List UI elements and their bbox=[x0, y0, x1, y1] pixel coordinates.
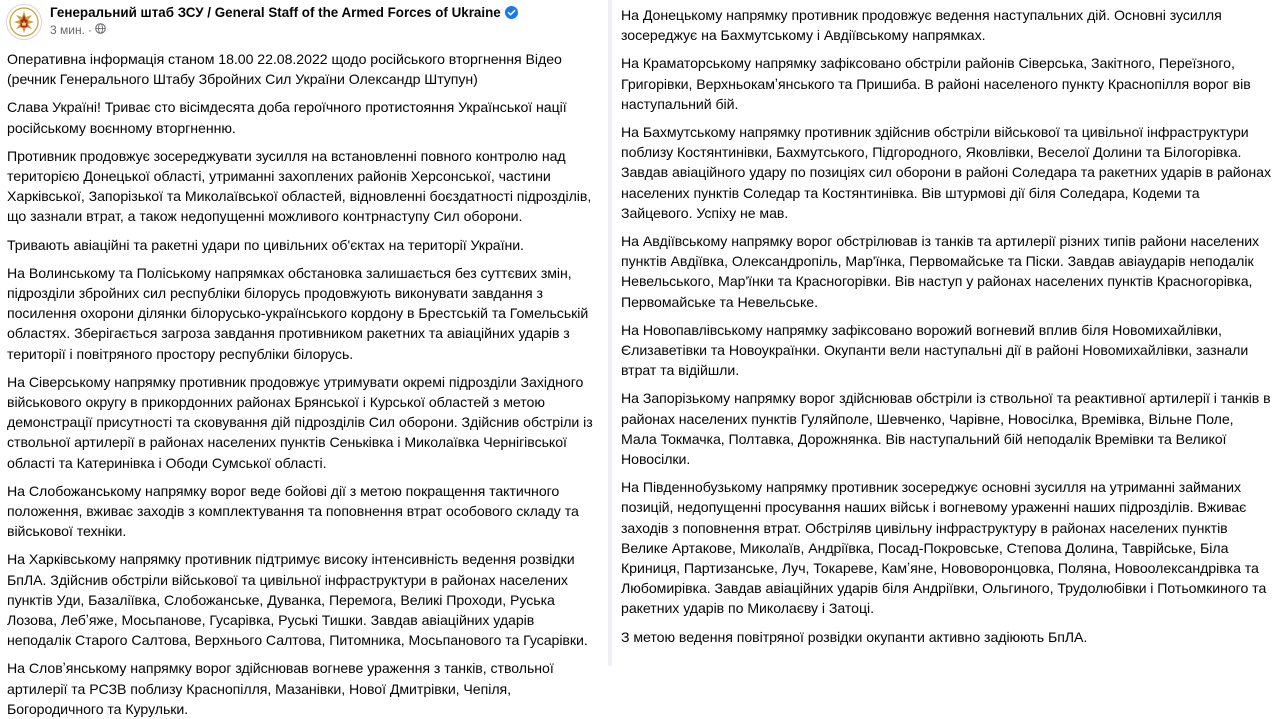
post-paragraph: На Південнобузькому напрямку противник зосереджує основні зусилля на утриманні займаних позицій, недопущенні просування наших військ і вогневому ураженні наших підрозділів. Вживає заходів з поповнення втрат. Обстріляв цивільну інфраструктуру в районах населених пунктів Велике Артакове, Миколаїв, Андріївка, Посад-Покровське, Степова Долина, Таврійське, Біла Криниця, Партизанське, Луч, Токареве, Камʼяне, Нововоронцовка, Поляна, Новоолександрівка та Любомирівка. Завдав авіаційних ударів біля Андріївки, Ольгиного, Трудолюбівки і Потьомкиного та ракетних ударів по Миколаєву і Затоці. bbox=[621, 479, 1267, 617]
post-body-left bbox=[0, 44, 608, 719]
post-timestamp-link[interactable]: 3 мин. bbox=[50, 23, 85, 37]
post-paragraph: На Бахмутському напрямку противник здійснив обстріли військової та цивільної інфраструктури поблизу Костянтинівки, Бахмутського, Підгородного, Яковлівки, Веселої Долини та Білогорівка. Завдав авіаційного удару по позиціях сил оборони в районі Соледара та ракетних ударів в районах населених пунктів Соледар та Костянтинівка. Вів штурмові дії біля Соледара, Кодеми та Зайцевого. Успіху не мав. bbox=[621, 124, 1272, 221]
post-header-text bbox=[50, 4, 518, 37]
post-body-right bbox=[612, 0, 1280, 647]
post-paragraph: Противник продовжує зосереджувати зусилля на встановленні повного контролю над територією Донецької області, утриманні захоплених районів Херсонської, частини Харківської, Запорізької та Миколаївської областей, відновленні боєздатності підрозділів, що зазнали втрат, а також недопущенні можливого контрнаступу Сил оборони. bbox=[7, 147, 592, 225]
verified-badge-icon bbox=[505, 6, 518, 19]
post-paragraph: На Краматорському напрямку зафіксовано обстріли районів Сіверська, Закітного, Переїзного, Григорівки, Верхньокамʼянського та Пришиба. В районі населеного пункту Краснопілля ворог вів наступальний бій. bbox=[621, 55, 1251, 112]
post-paragraph: На Словʼянському напрямку ворог здійснював вогневе ураження з танків, ствольної артилерії та РСЗВ поблизу Краснопілля, Мазанівки, Нової Дмитрівки, Чепіля, Богородичного та Курульки. bbox=[7, 660, 554, 717]
globe-icon bbox=[95, 23, 106, 37]
post-paragraph: На Харківському напрямку противник підтримує високу інтенсивність ведення розвідки БпЛА. Здійснив обстріли військової та цивільної інфраструктури в районах населених пунктів Уди, Базаліївка, Слобожанське, Дуванка, Перемога, Великі Проходи, Руська Лозова, Лебʼяже, Мосьпанове, Гусарівка, Руські Тишки. Завдав авіаційних ударів неподалік Старого Салтова, Верхнього Салтова, Питомника, Мосьпанового та Гусарівки. bbox=[7, 551, 588, 649]
author-row bbox=[50, 5, 518, 20]
general-staff-emblem-icon bbox=[9, 7, 39, 37]
post-right-column bbox=[612, 0, 1280, 666]
post-paragraph: На Волинському та Поліському напрямках обстановка залишається без суттєвих змін, підрозділи збройних сил республіки білорусь продовжують виконувати завдання з посилення охорони ділянки білорусько-українського кордону в Брестській та Гомельській областях. Зберігається загроза завдання противником ракетних та авіаційних ударів з території і повітряного простору республіки білорусь. bbox=[7, 264, 589, 362]
post-paragraph: На Запорізькому напрямку ворог здійснював обстріли із ствольної та реактивної артилерії і танків в районах населених пунктів Гуляйполе, Шевченко, Чарівне, Новосілка, Времівка, Вільне Поле, Мала Токмачка, Полтавка, Дорожнянка. Вів наступальний бій неподалік Времівки та Великої Новосілки. bbox=[621, 390, 1271, 468]
page-name-link[interactable]: Генеральний штаб ЗСУ / General Staff of the Armed Forces of Ukraine bbox=[50, 5, 501, 20]
post-paragraph: Оперативна інформація станом 18.00 22.08.2022 щодо російського вторгнення Відео (речник Генерального Штабу Збройних Сил України Олександр Штупун) bbox=[7, 51, 562, 88]
post-paragraph: На Сіверському напрямку противник продовжує утримувати окремі підрозділи Західного військового округу в прикордонних районах Брянської і Курської областей з метою демонстрації присутності та сковування дій підрозділів Сил оборони. Здійснив обстріли із ствольної артилерії в районах населених пунктів Сеньківка і Миколаївка Чернігівської області та Катеринівка і Ободи Сумської області. bbox=[7, 373, 593, 471]
post-paragraph: Тривають авіаційні та ракетні удари по цивільних об'єктах на території України. bbox=[7, 236, 524, 253]
page-avatar[interactable] bbox=[6, 4, 42, 40]
post-paragraph: На Донецькому напрямку противник продовжує ведення наступальних дій. Основні зусилля зосереджує на Бахмутському і Авдіївському напрямках. bbox=[621, 7, 1222, 44]
post-left-column bbox=[0, 0, 608, 717]
post-paragraph: На Авдіївському напрямку ворог обстрілював із танків та артилерії різних типів райони населених пунктів Авдіївка, Олександропіль, Мар'їнка, Первомайське та Піски. Завдав авіаударів неподалік Невельського, Мар'їнки та Красногорівки. Вів наступ у районах населених пунктів Красногорівка, Первомайське та Невельське. bbox=[621, 233, 1260, 310]
post-header bbox=[0, 0, 608, 44]
post-meta bbox=[50, 23, 518, 37]
post-paragraph: На Слобожанському напрямку ворог веде бойові дії з метою покращення тактичного положення, вживає заходів з комплектування та поповнення втрат особового складу та військової техніки. bbox=[7, 482, 579, 540]
meta-separator: · bbox=[87, 23, 92, 37]
post-paragraph: На Новопавлівському напрямку зафіксовано ворожий вогневий вплив біля Новомихайлівки, Єлизаветівки та Новоукраїнки. Окупанти вели наступальні дії в районі Новомихайлівки, зазнали втрат та відійшли. bbox=[621, 321, 1249, 379]
post-paragraph: З метою ведення повітряної розвідки окупанти активно задіюють БпЛА. bbox=[621, 628, 1088, 645]
post-paragraph: Слава Україні! Триває сто вісімдесята доба героїчного протистояння Української нації російському воєнному вторгненню. bbox=[7, 99, 567, 136]
